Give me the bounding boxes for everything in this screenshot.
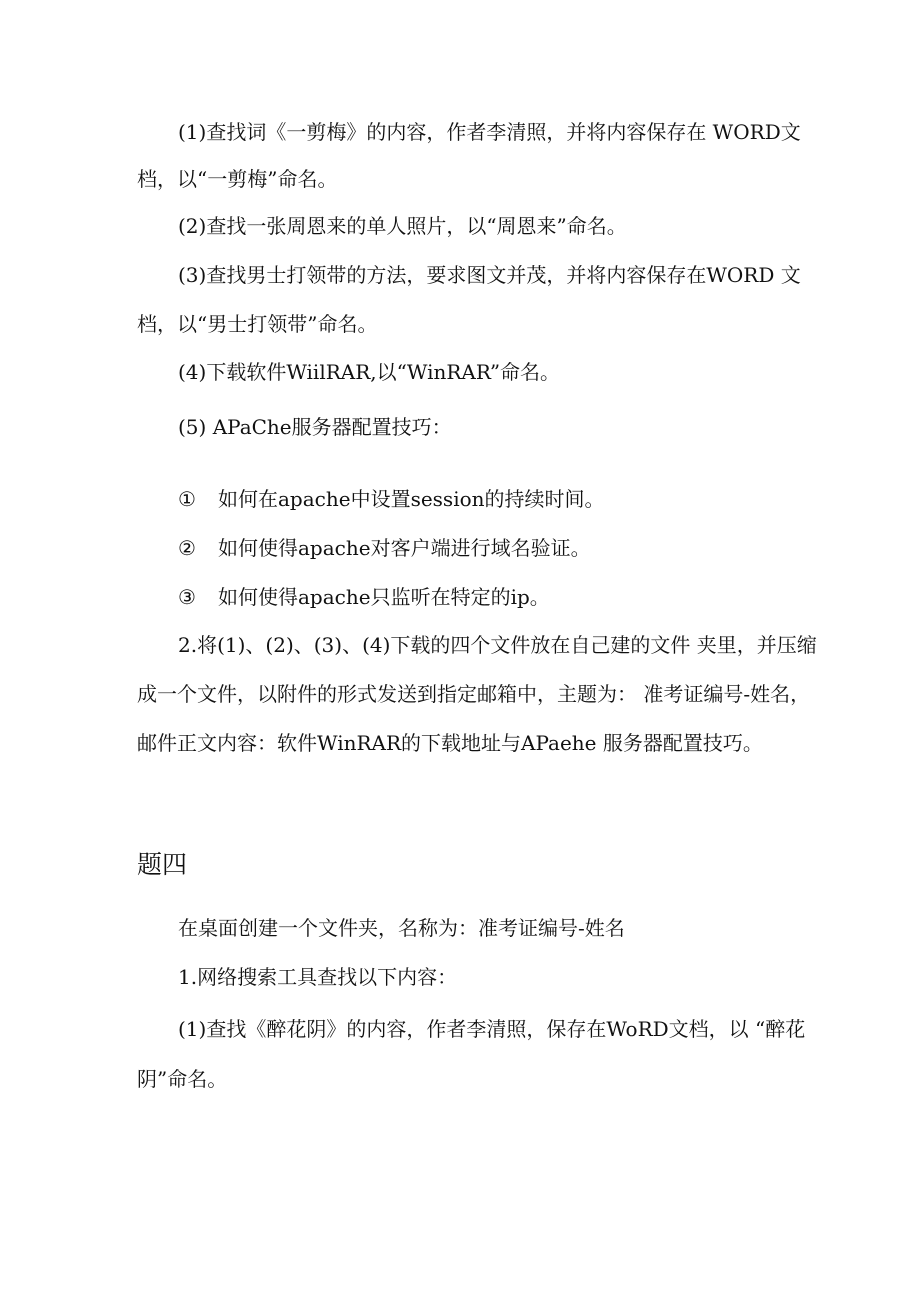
sub-item-1: [178, 485, 605, 513]
item-1-line-2: 档，以“一剪梅”命名。: [137, 167, 338, 191]
section-heading: 题四: [137, 850, 188, 879]
item-2: (2)查找一张周恩来的单人照片，以“周恩来”命名。: [178, 214, 627, 238]
sub-item-text: 如何在apache中设置session的持续时间。: [218, 487, 605, 511]
sub-item-3: [178, 583, 550, 611]
item-1-line-1: (1)查找词《一剪梅》的内容，作者李清照，并将内容保存在 WORD文: [178, 120, 801, 144]
item-3-line-2: 档，以“男士打领带”命名。: [137, 312, 378, 336]
sub-item-text: 如何使得apache只监听在特定的ip。: [218, 585, 550, 609]
sub-item-number: ③: [178, 585, 196, 609]
item-3-line-1: (3)查找男士打领带的方法，要求图文并茂，并将内容保存在WORD 文: [178, 263, 801, 287]
section-4-task-1: 1.网络搜索工具查找以下内容：: [178, 965, 458, 989]
item-4: (4)下载软件WiilRAR,以“WinRAR”命名。: [178, 360, 561, 384]
sub-item-number: ①: [178, 487, 196, 511]
sub-item-2: [178, 534, 591, 562]
item-5: (5) APaChe服务器配置技巧：: [178, 415, 452, 439]
section-4-item-1-line-1: (1)查找《醉花阴》的内容，作者李清照，保存在WoRD文档，以 “醉花: [178, 1017, 806, 1041]
task-2-line-1: 2.将(1)、(2)、(3)、(4)下载的四个文件放在自己建的文件 夹里，并压缩: [178, 633, 817, 657]
task-2-line-2: 成一个文件，以附件的形式发送到指定邮箱中，主题为： 准考证编号-姓名，: [137, 682, 811, 706]
sub-item-text: 如何使得apache对客户端进行域名验证。: [218, 536, 591, 560]
section-4-item-1-line-2: 阴”命名。: [137, 1067, 228, 1091]
sub-item-number: ②: [178, 536, 196, 560]
section-4-instruction: 在桌面创建一个文件夹，名称为：准考证编号-姓名: [178, 916, 625, 940]
task-2-line-3: 邮件正文内容：软件WinRAR的下载地址与APaehe 服务器配置技巧。: [137, 731, 763, 755]
